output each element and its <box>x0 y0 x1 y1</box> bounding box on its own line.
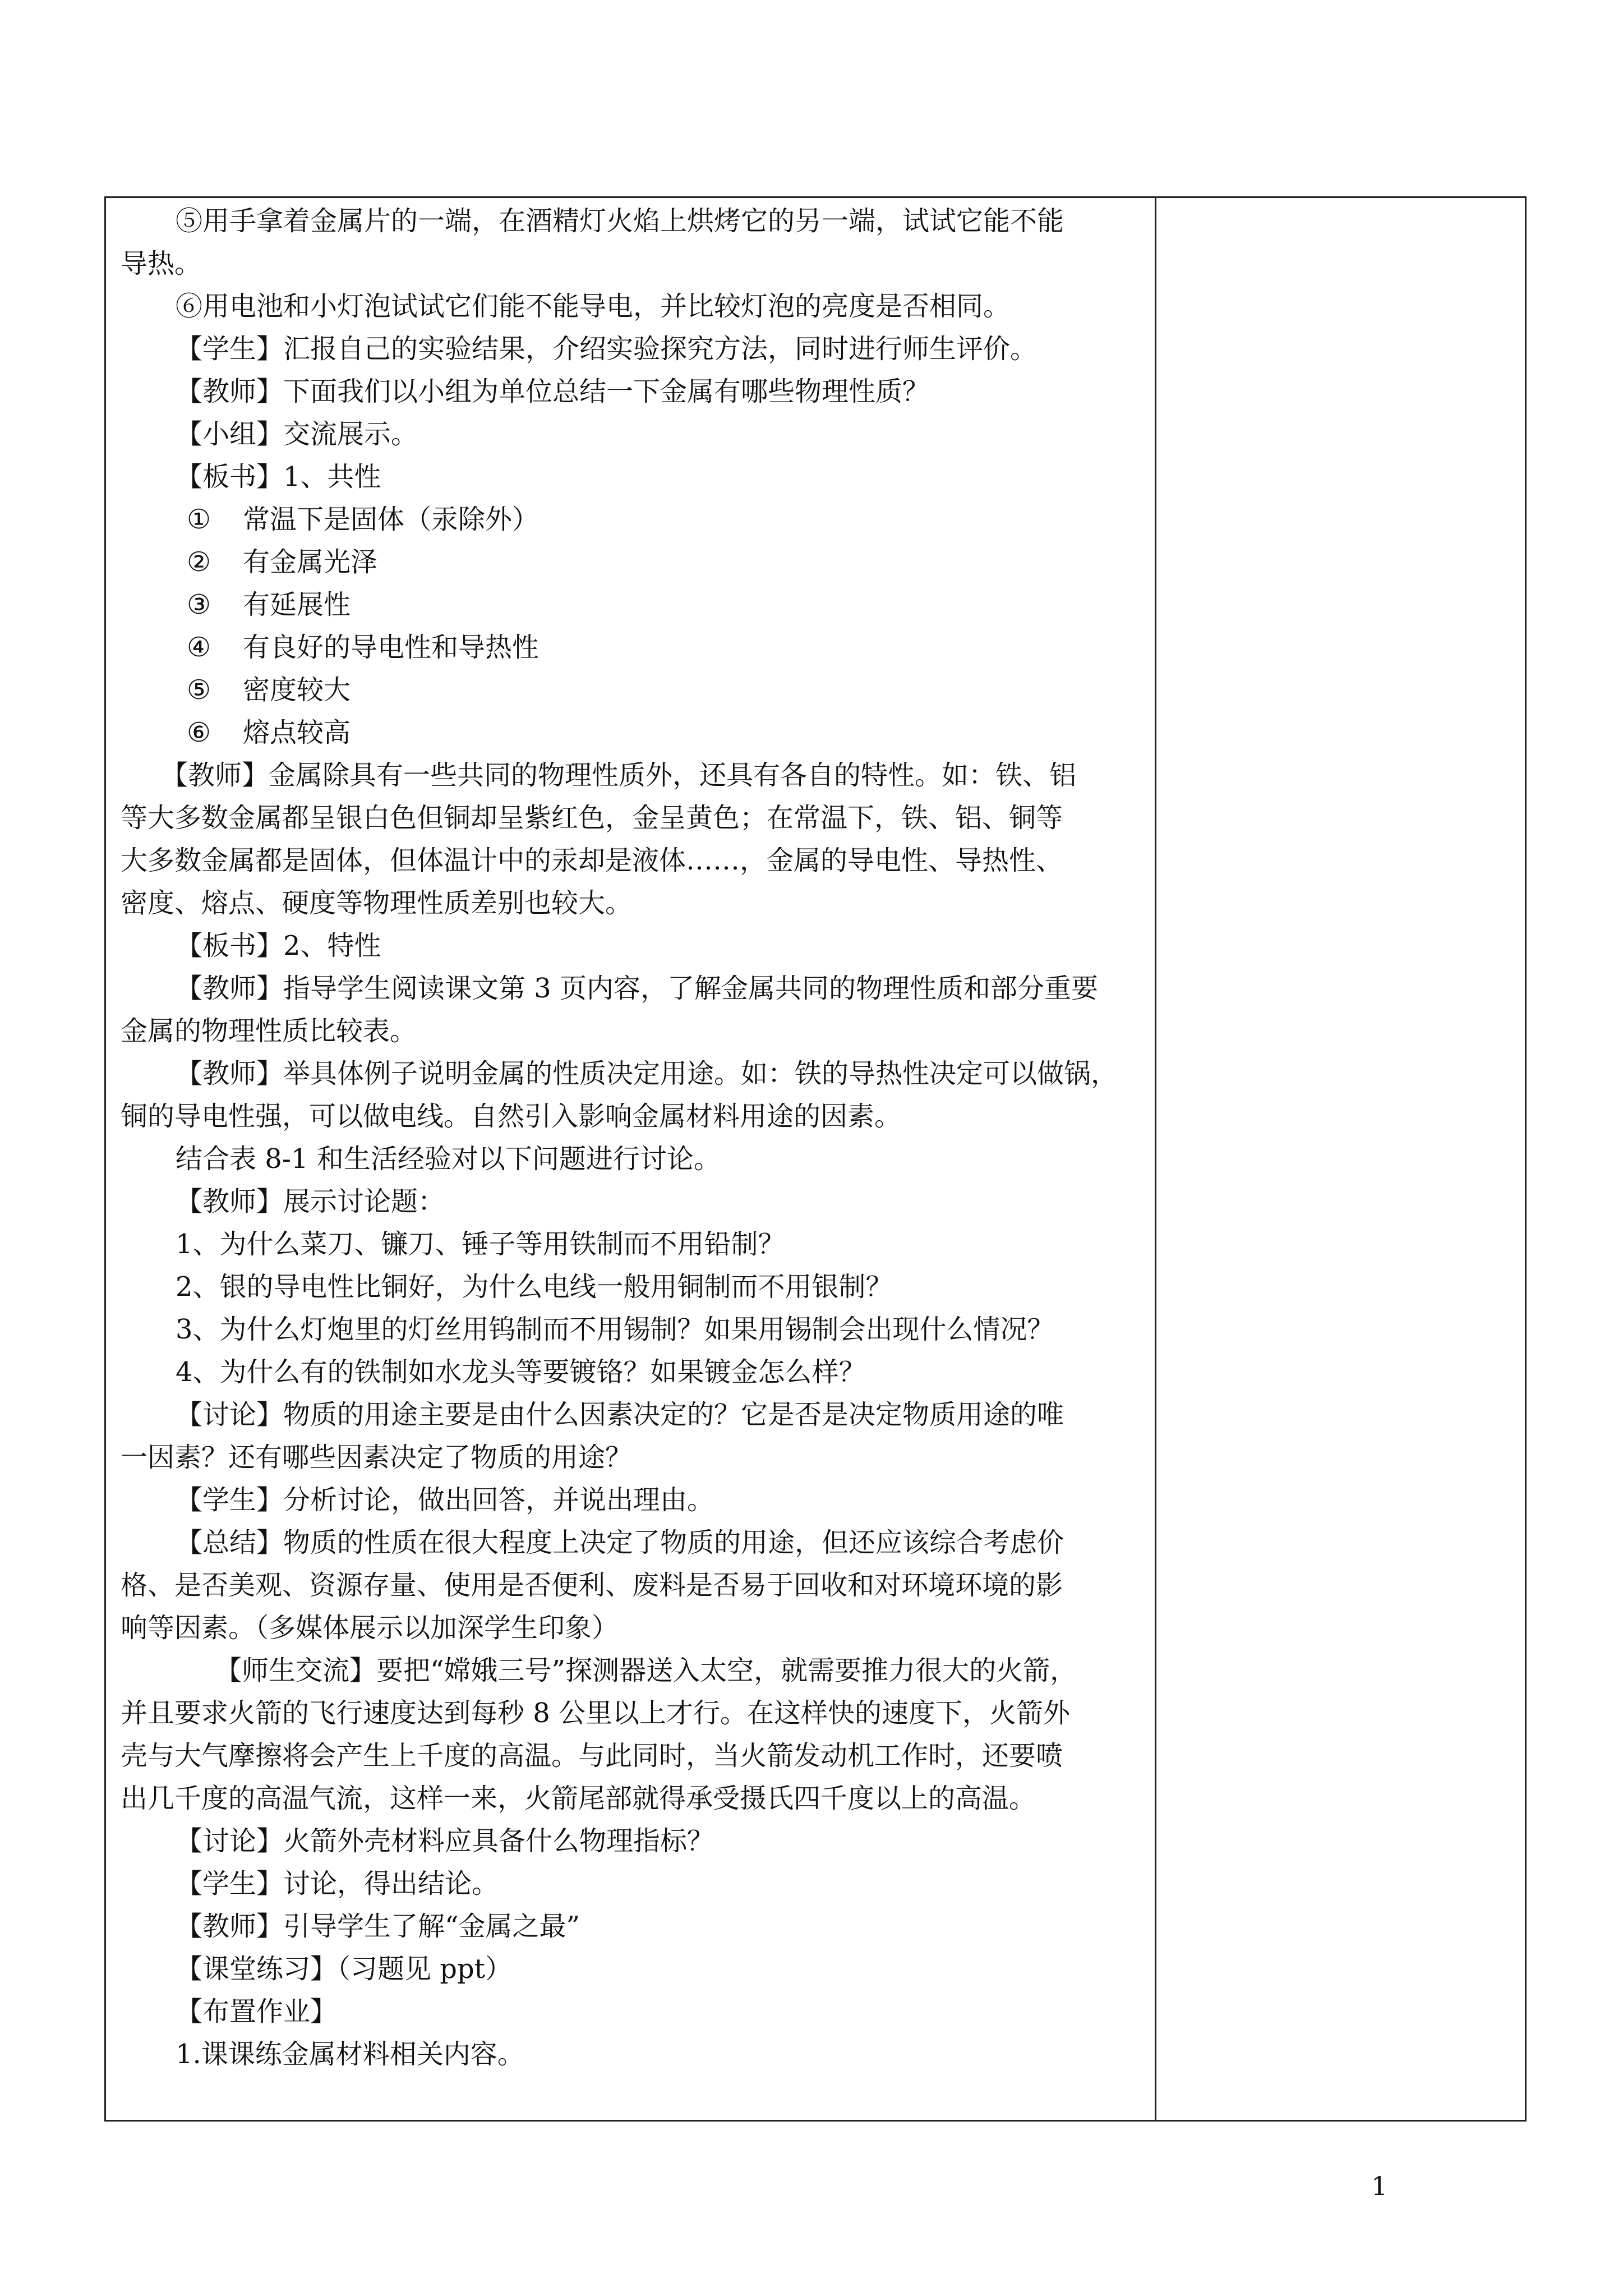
list-item <box>121 583 1147 626</box>
text-line: 【师生交流】要把“嫦娥三号”探测器送入太空，就需要推力很大的火箭， <box>215 1655 1077 1686</box>
text-line: 壳与大气摩擦将会产生上千度的高温。与此同时，当火箭发动机工作时，还要喷 <box>121 1740 1063 1772</box>
text-line: 【教师】举具体例子说明金属的性质决定用途。如：铁的导热性决定可以做锅， <box>176 1058 1118 1089</box>
text-line: 等大多数金属都呈银白色但铜却呈紫红色，金呈黄色；在常温下，铁、铝、铜等 <box>121 802 1063 834</box>
item-number: ④ <box>187 632 211 663</box>
text-line: 【学生】汇报自己的实验结果，介绍实验探究方法，同时进行师生评价。 <box>176 333 1038 365</box>
text-line: 【讨论】物质的用途主要是由什么因素决定的？它是否是决定物质用途的唯 <box>176 1399 1064 1430</box>
text-line: 【总结】物质的性质在很大程度上决定了物质的用途，但还应该综合考虑价 <box>176 1527 1064 1558</box>
text-line: 4、为什么有的铁制如水龙头等要镀铬？如果镀金怎么样？ <box>176 1356 866 1388</box>
text-line: 【布置作业】 <box>176 1996 338 2027</box>
item-text: 密度较大 <box>243 674 351 706</box>
item-text: 熔点较高 <box>243 717 351 748</box>
text-line: 1、为什么菜刀、镰刀、锤子等用铁制而不用铅制？ <box>176 1228 785 1260</box>
text-line: 响等因素。（多媒体展示以加深学生印象） <box>121 1612 619 1644</box>
page-number: 1 <box>1371 2171 1388 2201</box>
item-text: 有延展性 <box>243 589 351 620</box>
text-line: 【教师】金属除具有一些共同的物理性质外，还具有各自的特性。如：铁、铝 <box>161 760 1077 791</box>
text-line: 【教师】引导学生了解“金属之最” <box>176 1911 580 1942</box>
text-line: 【学生】讨论，得出结论。 <box>176 1868 499 1899</box>
text-line: ⑤用手拿着金属片的一端，在酒精灯火焰上烘烤它的另一端，试试它能不能 <box>176 205 1064 237</box>
text-line: 【课堂练习】（习题见 ppt） <box>176 1953 513 1985</box>
text-line: 金属的物理性质比较表。 <box>121 1015 417 1047</box>
list-item <box>121 541 1147 583</box>
item-number: ① <box>187 504 211 535</box>
text-line: 一因素？还有哪些因素决定了物质的用途？ <box>121 1442 633 1473</box>
text-line: 1.课课练金属材料相关内容。 <box>176 2039 524 2070</box>
text-line: 结合表 8-1 和生活经验对以下问题进行讨论。 <box>176 1143 721 1175</box>
text-line: 密度、熔点、硬度等物理性质差别也较大。 <box>121 887 633 919</box>
lesson-content <box>121 200 1147 2076</box>
text-line: 出几千度的高温气流，这样一来，火箭尾部就得承受摄氏四千度以上的高温。 <box>121 1783 1036 1814</box>
item-text: 常温下是固体（汞除外） <box>243 504 540 535</box>
text-line: 3、为什么灯炮里的灯丝用钨制而不用锡制？如果用锡制会出现什么情况？ <box>176 1314 1054 1345</box>
item-text: 有良好的导电性和导热性 <box>243 632 540 663</box>
item-number: ③ <box>187 589 211 620</box>
text-line: 【教师】指导学生阅读课文第 3 页内容，了解金属共同的物理性质和部分重要 <box>176 973 1099 1004</box>
column-divider <box>1155 196 1156 2122</box>
list-item <box>121 711 1147 754</box>
text-line: 【教师】下面我们以小组为单位总结一下金属有哪些物理性质？ <box>176 376 930 407</box>
text-line: 铜的导电性强，可以做电线。自然引入影响金属材料用途的因素。 <box>121 1101 902 1132</box>
text-line: ⑥用电池和小灯泡试试它们能不能导电，并比较灯泡的亮度是否相同。 <box>176 291 1011 322</box>
text-line: 导热。 <box>121 248 202 279</box>
text-line: 格、是否美观、资源存量、使用是否便利、废料是否易于回收和对环境环境的影 <box>121 1570 1063 1601</box>
text-line: 【学生】分析讨论，做出回答，并说出理由。 <box>176 1484 714 1516</box>
item-number: ② <box>187 546 211 578</box>
list-item <box>121 626 1147 669</box>
item-number: ⑥ <box>187 717 211 748</box>
list-item <box>121 498 1147 541</box>
text-line: 【板书】1、共性 <box>176 461 381 493</box>
item-text: 有金属光泽 <box>243 546 378 578</box>
text-line: 2、银的导电性比铜好，为什么电线一般用铜制而不用银制？ <box>176 1271 893 1303</box>
text-line: 并且要求火箭的飞行速度达到每秒 8 公里以上才行。在这样快的速度下，火箭外 <box>121 1697 1071 1729</box>
text-line: 【讨论】火箭外壳材料应具备什么物理指标？ <box>176 1825 714 1857</box>
text-line: 【教师】展示讨论题： <box>176 1186 445 1217</box>
list-item <box>121 669 1147 711</box>
text-line: 大多数金属都是固体，但体温计中的汞却是液体……，金属的导电性、导热性、 <box>121 845 1063 876</box>
item-number: ⑤ <box>187 674 211 706</box>
text-line: 【小组】交流展示。 <box>176 418 418 450</box>
text-line: 【板书】2、特性 <box>176 930 381 961</box>
